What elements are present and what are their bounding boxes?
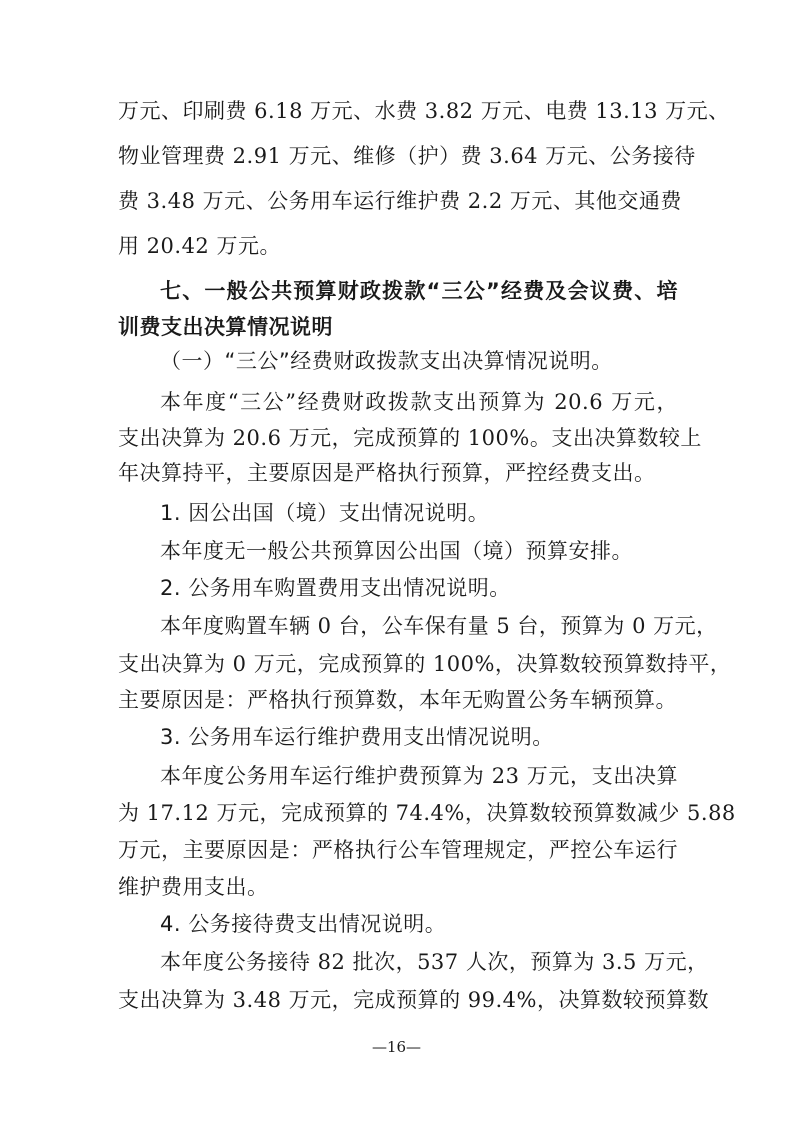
text-line-10: 年决算持平，主要原因是严格执行预算，严控经费支出。 xyxy=(118,461,656,485)
item-heading-2: 2. 公务用车购置费用支出情况说明。 xyxy=(160,576,511,600)
text-line-18: 本年度公务用车运行维护费预算为 23 万元，支出决算 xyxy=(160,764,678,788)
section-heading-line-1: 七、一般公共预算财政拨款“三公”经费及会议费、培 xyxy=(160,279,678,303)
text-line-20: 万元，主要原因是：严格执行公车管理规定，严控公车运行 xyxy=(118,838,678,862)
text-line-9: 支出决算为 20.6 万元，完成预算的 100%。支出决算数较上 xyxy=(118,426,702,450)
text-line-16: 主要原因是：严格执行预算数，本年无购置公务车辆预算。 xyxy=(118,688,677,712)
item-heading-3: 3. 公务用车运行维护费用支出情况说明。 xyxy=(160,725,554,749)
text-line-8: 本年度“三公”经费财政拨款支出预算为 20.6 万元， xyxy=(160,390,678,414)
text-line-2: 物业管理费 2.91 万元、维修（护）费 3.64 万元、公务接待 xyxy=(118,144,696,168)
text-line-14: 本年度购置车辆 0 台，公车保有量 5 台，预算为 0 万元， xyxy=(160,614,718,638)
section-heading-line-2: 训费支出决算情况说明 xyxy=(118,315,333,339)
text-line-4: 用 20.42 万元。 xyxy=(118,234,281,258)
item-heading-1: 1. 因公出国（境）支出情况说明。 xyxy=(160,501,490,525)
text-line-23: 本年度公务接待 82 批次，537 人次，预算为 3.5 万元， xyxy=(160,950,709,974)
text-line-19: 为 17.12 万元，完成预算的 74.4%，决算数较预算数减少 5.88 xyxy=(118,801,736,825)
item-heading-4: 4. 公务接待费支出情况说明。 xyxy=(160,912,447,936)
page-number: —16— xyxy=(371,1038,422,1056)
subsection-heading: （一）“三公”经费财政拨款支出决算情况说明。 xyxy=(160,349,613,373)
text-line-21: 维护费用支出。 xyxy=(118,875,269,899)
text-line-24: 支出决算为 3.48 万元，完成预算的 99.4%，决算数较预算数 xyxy=(118,988,709,1012)
text-line-12: 本年度无一般公共预算因公出国（境）预算安排。 xyxy=(160,539,633,563)
text-line-3: 费 3.48 万元、公务用车运行维护费 2.2 万元、其他交通费 xyxy=(118,189,682,213)
text-line-15: 支出决算为 0 万元，完成预算的 100%，决算数较预算数持平， xyxy=(118,652,732,676)
text-line-1: 万元、印刷费 6.18 万元、水费 3.82 万元、电费 13.13 万元、 xyxy=(118,99,730,123)
